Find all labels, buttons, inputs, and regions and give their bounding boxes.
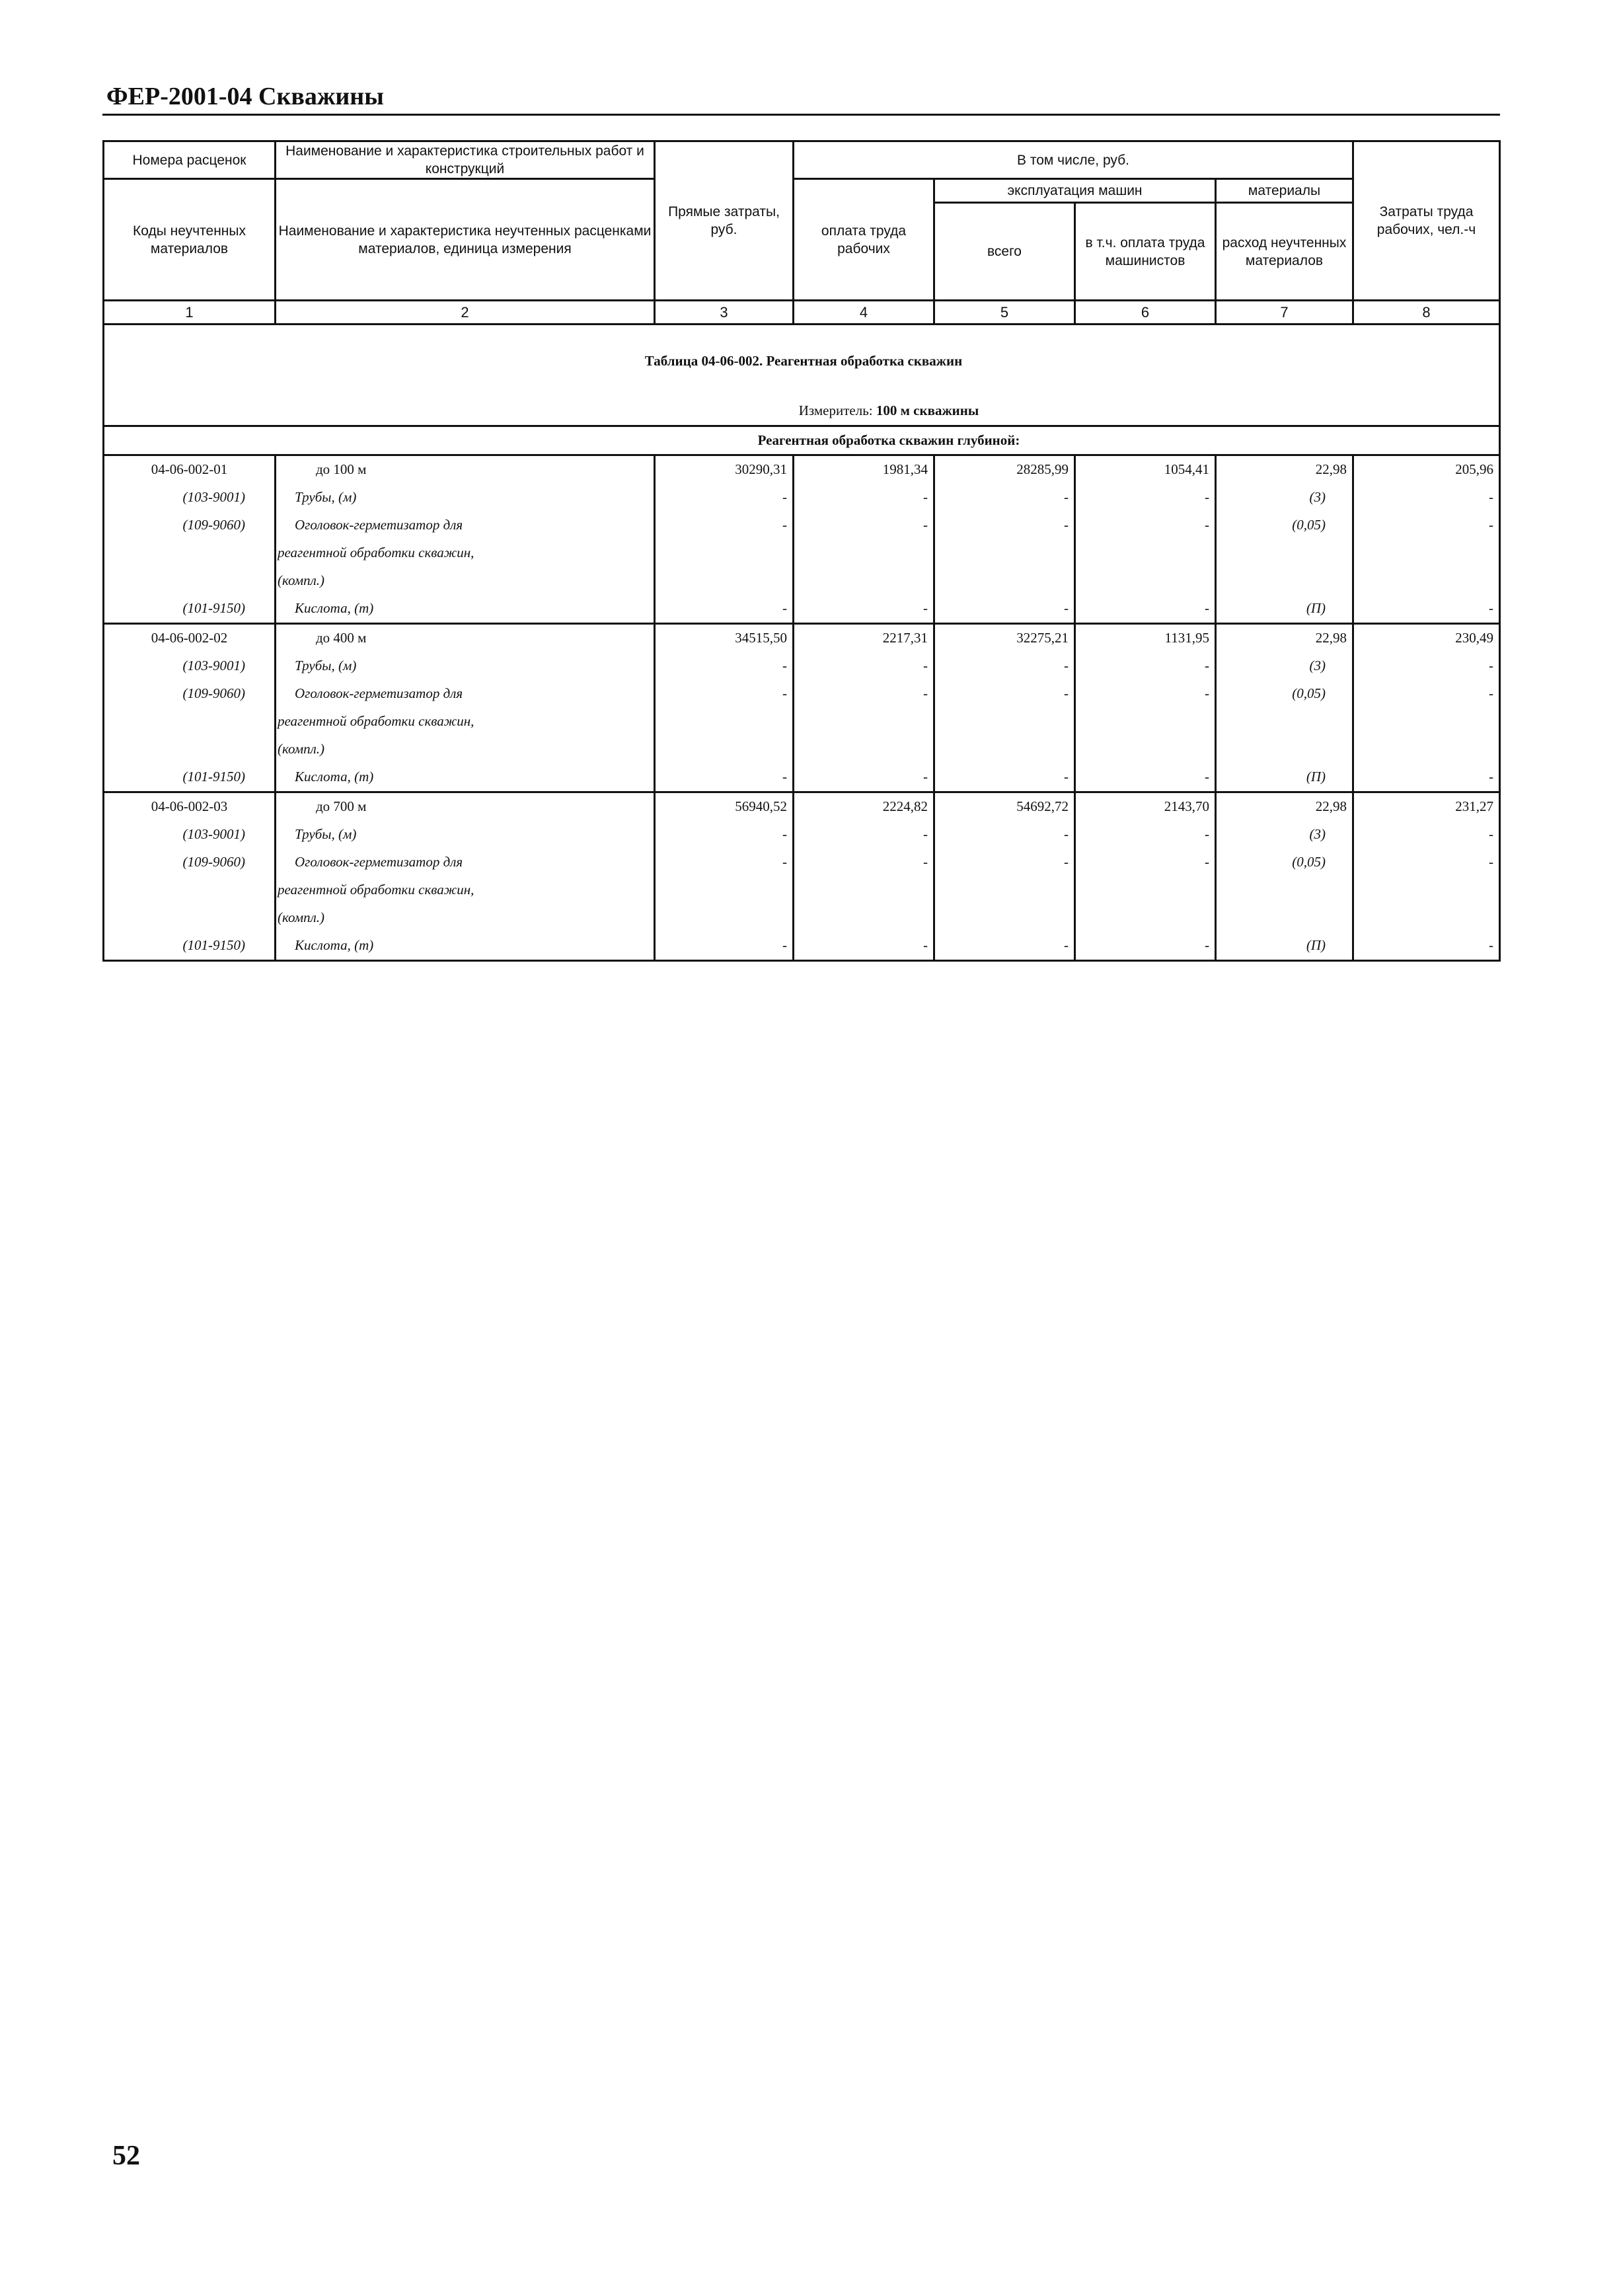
machines-total: 28285,99 [934,455,1075,484]
dash: - [1075,932,1216,961]
material-name-continued: (компл.) [276,736,655,763]
material-code: (101-9150) [104,595,276,624]
table-title: Таблица 04-06-002. Реагентная обработка скважин [104,325,1500,397]
materials: 22,98 [1216,455,1353,484]
dash: - [655,821,794,849]
dash: - [1353,821,1500,849]
dash: - [934,484,1075,512]
material-row-continued [104,736,1500,763]
labor-pay: 1981,34 [794,455,934,484]
material-row-continued [104,876,1500,904]
dash: - [794,849,934,876]
machines-total: 32275,21 [934,623,1075,652]
rate-name: до 100 м [276,455,655,484]
material-row [104,595,1500,624]
rate-block [104,455,1500,623]
dash: - [794,652,934,680]
header-including: В том числе, руб. [794,141,1353,179]
header-materials-consumption: расход неучтенных материалов [1216,203,1353,301]
header-labor-pay: оплата труда рабочих [794,179,934,301]
dash: - [794,932,934,961]
labor-hours: 205,96 [1353,455,1500,484]
header-labor-hours: Затраты труда рабочих, чел.-ч [1353,141,1500,301]
dash: - [1353,652,1500,680]
material-quantity: (П) [1216,763,1353,792]
material-row [104,763,1500,792]
dash: - [655,849,794,876]
material-row [104,932,1500,961]
dash: - [1075,821,1216,849]
header-machines-total: всего [934,203,1075,301]
measure-line [104,397,1500,426]
header-direct-costs: Прямые затраты, руб. [655,141,794,301]
header-material-codes: Коды неучтенных материалов [104,179,276,301]
running-head [102,79,1500,116]
material-name-continued: реагентной обработки скважин, [276,876,655,904]
column-number: 4 [794,301,934,325]
material-quantity: (П) [1216,932,1353,961]
material-row-continued [104,539,1500,567]
dash: - [1353,595,1500,624]
dash: - [934,512,1075,539]
dash: - [934,595,1075,624]
material-row [104,849,1500,876]
material-name: Трубы, (м) [276,821,655,849]
table-header [104,141,1500,325]
material-name: Оголовок-герметизатор для [276,512,655,539]
material-quantity: (3) [1216,484,1353,512]
material-name: Трубы, (м) [276,652,655,680]
column-number: 7 [1216,301,1353,325]
dash: - [794,763,934,792]
dash: - [655,652,794,680]
dash: - [1075,484,1216,512]
machine-operators: 1054,41 [1075,455,1216,484]
material-code: (103-9001) [104,484,276,512]
dash: - [794,484,934,512]
header-machines: эксплуатация машин [934,179,1216,203]
material-name: Оголовок-герметизатор для [276,680,655,708]
dash: - [934,652,1075,680]
labor-pay: 2217,31 [794,623,934,652]
material-quantity: (П) [1216,595,1353,624]
rate-code: 04-06-002-01 [104,455,276,484]
labor-hours: 231,27 [1353,792,1500,821]
material-code: (101-9150) [104,932,276,961]
dash: - [934,680,1075,708]
rate-row [104,455,1500,484]
column-number: 2 [276,301,655,325]
dash: - [1075,680,1216,708]
material-name-continued: реагентной обработки скважин, [276,539,655,567]
dash: - [655,512,794,539]
machine-operators: 1131,95 [1075,623,1216,652]
material-row [104,680,1500,708]
rates-table [102,140,1501,962]
dash: - [794,512,934,539]
material-quantity: (0,05) [1216,512,1353,539]
dash: - [1075,512,1216,539]
materials: 22,98 [1216,623,1353,652]
header-rate-numbers: Номера расценок [104,141,276,179]
running-head-text: ФЕР-2001-04 Скважины [106,83,384,110]
header-material-name: Наименование и характеристика неучтенных расценками материалов, единица измерения [276,179,655,301]
machines-total: 54692,72 [934,792,1075,821]
measure-value: 100 м скважины [876,402,979,418]
header-work-name: Наименование и характеристика строительных работ и конструкций [276,141,655,179]
dash: - [1353,932,1500,961]
dash: - [1075,849,1216,876]
rate-code: 04-06-002-03 [104,792,276,821]
material-name: Оголовок-герметизатор для [276,849,655,876]
direct-costs: 30290,31 [655,455,794,484]
material-name-continued: (компл.) [276,567,655,595]
material-row-continued [104,567,1500,595]
dash: - [1353,849,1500,876]
direct-costs: 34515,50 [655,623,794,652]
dash: - [1353,484,1500,512]
dash: - [655,763,794,792]
material-code: (109-9060) [104,512,276,539]
material-name-continued: реагентной обработки скважин, [276,708,655,736]
material-code: (101-9150) [104,763,276,792]
dash: - [1075,595,1216,624]
material-name: Трубы, (м) [276,484,655,512]
material-code: (103-9001) [104,652,276,680]
header-materials: материалы [1216,179,1353,203]
materials: 22,98 [1216,792,1353,821]
material-row [104,652,1500,680]
dash: - [1353,680,1500,708]
dash: - [655,932,794,961]
dash: - [794,595,934,624]
dash: - [655,484,794,512]
dash: - [1075,763,1216,792]
material-quantity: (3) [1216,652,1353,680]
machine-operators: 2143,70 [1075,792,1216,821]
group-label: Реагентная обработка скважин глубиной: [104,426,1500,455]
material-name-continued: (компл.) [276,904,655,932]
column-number: 8 [1353,301,1500,325]
column-number: 5 [934,301,1075,325]
labor-pay: 2224,82 [794,792,934,821]
rate-name: до 400 м [276,623,655,652]
dash: - [934,932,1075,961]
material-code: (109-9060) [104,680,276,708]
dash: - [655,595,794,624]
rate-row [104,792,1500,821]
dash: - [1353,763,1500,792]
material-quantity: (0,05) [1216,680,1353,708]
rate-block [104,792,1500,960]
dash: - [934,821,1075,849]
material-code: (109-9060) [104,849,276,876]
material-code: (103-9001) [104,821,276,849]
material-row-continued [104,904,1500,932]
column-number: 3 [655,301,794,325]
rates-table-sheet [102,140,1499,979]
material-row-continued [104,708,1500,736]
column-number: 6 [1075,301,1216,325]
material-quantity: (0,05) [1216,849,1353,876]
dash: - [655,680,794,708]
measure-label: Измеритель: [798,402,873,418]
dash: - [794,821,934,849]
header-machine-operators: в т.ч. оплата труда машинистов [1075,203,1216,301]
page-number: 52 [112,2141,140,2171]
material-row [104,821,1500,849]
material-row [104,512,1500,539]
rate-block [104,623,1500,792]
rate-row [104,623,1500,652]
labor-hours: 230,49 [1353,623,1500,652]
rate-name: до 700 м [276,792,655,821]
column-number: 1 [104,301,276,325]
material-name: Кислота, (т) [276,932,655,961]
rate-code: 04-06-002-02 [104,623,276,652]
table-caption-block [104,325,1500,455]
material-name: Кислота, (т) [276,763,655,792]
dash: - [934,763,1075,792]
dash: - [934,849,1075,876]
material-name: Кислота, (т) [276,595,655,624]
material-row [104,484,1500,512]
dash: - [794,680,934,708]
dash: - [1075,652,1216,680]
material-quantity: (3) [1216,821,1353,849]
direct-costs: 56940,52 [655,792,794,821]
dash: - [1353,512,1500,539]
